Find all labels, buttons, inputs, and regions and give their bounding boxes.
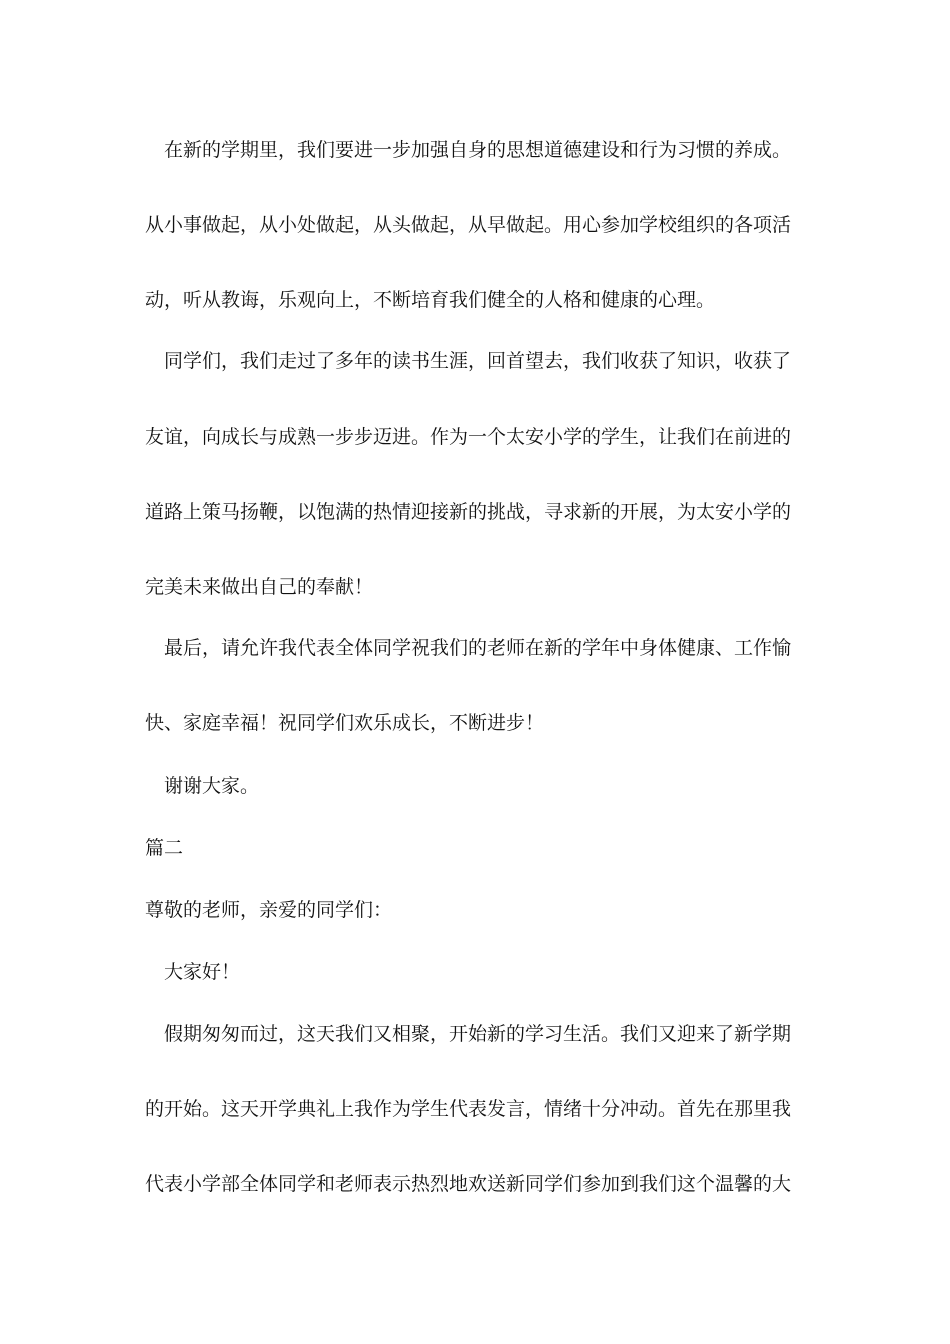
text-line: 最后，请允许我代表全体同学祝我们的老师在新的学年中身体健康、工作愉 (145, 637, 792, 659)
text-line: 代表小学部全体同学和老师表示热烈地欢送新同学们参加到我们这个温馨的大 (145, 1173, 792, 1195)
text-line: 动，听从教诲，乐观向上，不断培育我们健全的人格和健康的心理。 (145, 289, 716, 311)
section-heading: 篇二 (145, 837, 184, 859)
text-line: 在新的学期里，我们要进一步加强自身的思想道德建设和行为习惯的养成。 (145, 139, 792, 161)
text-line: 假期匆匆而过，这天我们又相聚，开始新的学习生活。我们又迎来了新学期 (145, 1023, 792, 1045)
text-line: 从小事做起，从小处做起，从头做起，从早做起。用心参加学校组织的各项活 (145, 214, 792, 236)
text-line: 快、家庭幸福！祝同学们欢乐成长，不断进步！ (145, 712, 545, 734)
text-line: 道路上策马扬鞭，以饱满的热情迎接新的挑战，寻求新的开展，为太安小学的 (145, 501, 792, 523)
text-line: 的开始。这天开学典礼上我作为学生代表发言，情绪十分冲动。首先在那里我 (145, 1098, 792, 1120)
text-line: 同学们，我们走过了多年的读书生涯，回首望去，我们收获了知识，收获了 (145, 350, 792, 372)
salutation-line: 尊敬的老师，亲爱的同学们： (145, 899, 393, 921)
text-line: 完美未来做出自己的奉献！ (145, 576, 374, 598)
text-line: 谢谢大家。 (145, 775, 260, 797)
greeting-line: 大家好！ (145, 961, 241, 983)
text-line: 友谊，向成长与成熟一步步迈进。作为一个太安小学的学生，让我们在前进的 (145, 426, 792, 448)
